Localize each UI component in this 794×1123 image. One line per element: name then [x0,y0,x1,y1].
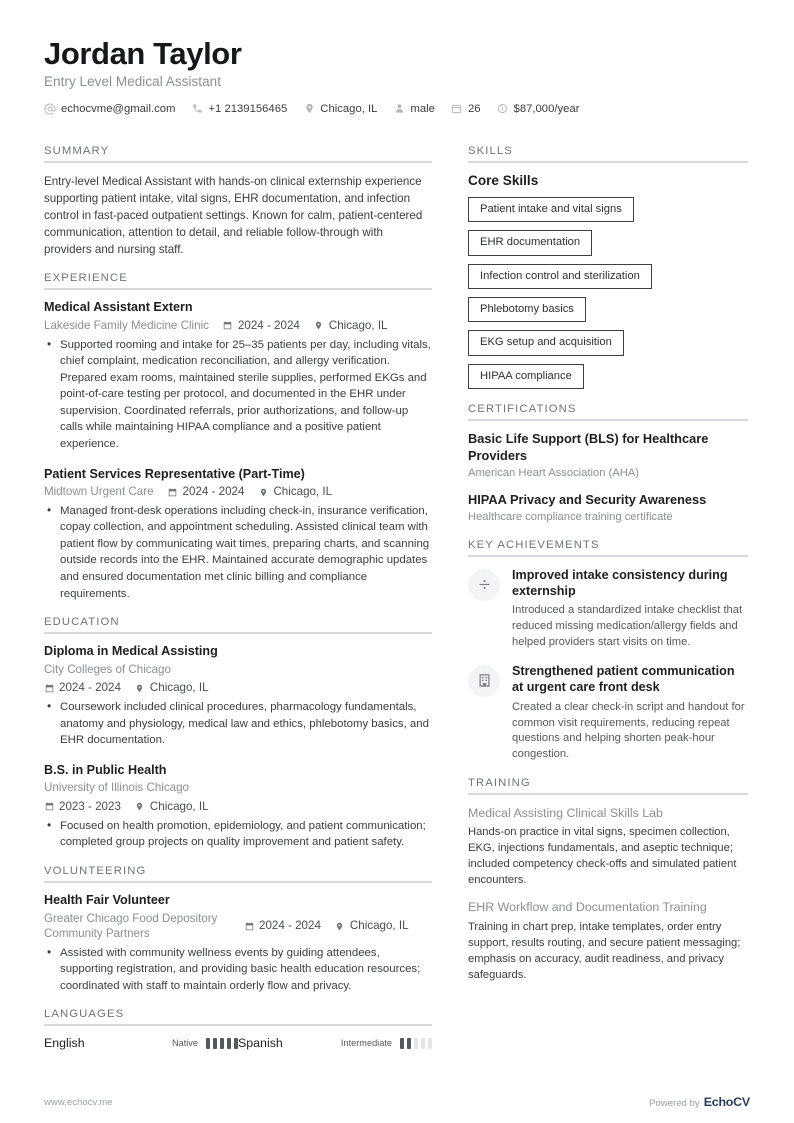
language-name: Spanish [238,1036,283,1051]
experience-role: Medical Assistant Extern [44,300,193,315]
section-divider [44,1024,432,1026]
section-title-volunteering: VOLUNTEERING [44,864,147,877]
skill-chip: Patient intake and vital signs [468,197,634,222]
language-level: Intermediate [340,1038,392,1049]
section-divider [44,161,432,163]
section-skills [468,145,748,390]
languages-row [44,1036,432,1050]
training-name: EHR Workflow and Documentation Training [468,900,707,915]
education-school-row [44,780,432,796]
experience-meta [44,318,432,334]
education-meta [44,680,432,696]
location-icon [335,921,345,932]
contact-gender-text: male [410,102,435,115]
footer-branding [649,1095,750,1109]
education-dates-text: 2024 - 2024 [59,681,121,695]
rating-bar [407,1038,411,1049]
section-experience [44,272,432,602]
volunteering-dates [244,918,321,934]
education-school-row [44,662,432,678]
resume-header [44,36,750,115]
volunteering-entry [44,893,432,995]
experience-dates [168,484,245,500]
education-dates [44,799,121,815]
rating-bar [421,1038,425,1049]
contact-phone-text: +1 2139156465 [208,102,288,115]
rating-bar [206,1038,210,1049]
section-title-skills: SKILLS [468,144,513,157]
contact-email-text: echocvme@gmail.com [61,102,176,115]
section-volunteering [44,865,432,995]
experience-location-text: Chicago, IL [328,319,388,333]
education-location [135,799,209,815]
experience-location [314,318,388,334]
education-bullets [44,699,432,749]
training-item [468,805,748,888]
volunteering-org: Greater Chicago Food Depository Community Partners [44,911,218,941]
education-degree: B.S. in Public Health [44,762,167,777]
section-title-experience: EXPERIENCE [44,272,128,285]
contact-age [451,103,481,115]
language-item-english [44,1036,238,1050]
language-item-spanish [238,1036,432,1050]
section-certifications [468,403,748,524]
contact-row [44,103,750,115]
calendar-icon [223,320,233,331]
at-icon [44,103,56,115]
calendar-icon [44,801,54,812]
section-title-achievements: KEY ACHIEVEMENTS [468,538,600,551]
experience-entry [44,467,432,603]
section-title-languages: LANGUAGES [44,1008,125,1021]
list-item: • Assisted with community wellness events by guiding attendees, supporting registration, and providing basic health education resources; coordinated with staff to maintain orderly flow and privacy. [58,945,432,995]
skill-chip: HIPAA compliance [468,364,584,389]
achievement-item [468,567,748,651]
hospital-building-icon [468,665,500,697]
experience-dates-text: 2024 - 2024 [237,319,300,333]
section-divider [468,419,748,421]
education-school: University of Illinois Chicago [44,781,189,795]
training-desc: Training in chart prep, intake templates, order entry support, results routing, and secure patient messaging; emphasis on accuracy, audit readiness, and privacy safeguards. [468,920,741,981]
calendar-icon [451,103,463,115]
footer-site-url[interactable]: www.echocv.me [44,1096,113,1108]
info-icon [497,103,509,115]
education-location-text: Chicago, IL [149,800,209,814]
experience-location-text: Chicago, IL [273,485,333,499]
certification-item [468,492,748,525]
experience-role: Patient Services Representative (Part-Time) [44,466,305,481]
certification-issuer: American Heart Association (AHA) [468,467,639,480]
experience-org: Midtown Urgent Care [44,485,154,499]
skill-chip: Infection control and sterilization [468,264,652,289]
experience-bullets [44,503,432,602]
experience-location [258,484,332,500]
language-rating [400,1038,432,1049]
location-icon [135,683,145,694]
achievement-desc: Created a clear check-in script and handout for common visit requirements, reducing repeat questions and helping shorten peak-hour congestion. [512,700,745,761]
rating-bar [220,1038,224,1049]
education-bullets [44,818,432,851]
contact-salary [497,103,580,115]
skills-chip-list [468,197,748,390]
experience-bullets [44,337,432,453]
section-divider [468,793,748,795]
location-icon [303,103,315,115]
skills-group-title: Core Skills [468,172,539,188]
section-title-summary: SUMMARY [44,144,110,157]
location-icon [135,801,145,812]
calendar-icon [244,921,254,932]
experience-dates-text: 2024 - 2024 [182,485,245,499]
section-divider [468,161,748,163]
list-item: • Coursework included clinical procedures, pharmacology fundamentals, anatomy and physiology, medical law and ethics, phlebotomy basics, and EHR documentation. [58,699,432,749]
location-icon [314,320,324,331]
footer-brand-name: EchoCV [703,1095,750,1109]
section-divider [468,555,748,557]
education-location [135,680,209,696]
education-degree: Diploma in Medical Assisting [44,644,218,659]
volunteering-location-text: Chicago, IL [349,919,409,933]
volunteering-bullets [44,945,432,995]
skill-chip: EKG setup and acquisition [468,330,624,355]
training-name: Medical Assisting Clinical Skills Lab [468,806,663,821]
language-name: English [44,1036,85,1051]
page-title: Jordan Taylor [44,36,242,71]
achievement-item [468,663,748,763]
contact-age-text: 26 [467,102,481,115]
person-icon [393,103,405,115]
calendar-icon [168,487,178,498]
section-summary [44,145,432,259]
section-achievements [468,539,748,764]
location-icon [258,487,268,498]
phone-icon [191,103,203,115]
rating-bar [428,1038,432,1049]
skill-chip: EHR documentation [468,230,592,255]
education-school: City Colleges of Chicago [44,662,171,676]
section-divider [44,632,432,634]
achievement-title: Strengthened patient communication at urgent care front desk [512,663,735,695]
volunteering-dates-text: 2024 - 2024 [259,919,321,933]
achievement-body [512,567,748,651]
experience-org: Lakeside Family Medicine Clinic [44,319,209,333]
language-rating [206,1038,238,1049]
page-footer [44,1095,750,1109]
education-entry [44,763,432,851]
section-title-certifications: CERTIFICATIONS [468,403,577,416]
contact-email[interactable] [44,103,175,115]
skill-chip: Phlebotomy basics [468,297,586,322]
section-languages [44,1008,432,1050]
achievement-body [512,663,748,763]
section-title-training: TRAINING [468,777,531,790]
section-training [468,777,748,982]
experience-dates [223,318,300,334]
education-entry [44,644,432,749]
volunteering-role: Health Fair Volunteer [44,892,170,907]
education-dates [44,680,121,696]
list-item: • Managed front-desk operations including check-in, insurance verification, copay collection, and appointment scheduling. Assisted clinical team with patient flow by communicating wait times, preparing charts, and scanning outside records into the EHR. Maintained accurate demographic updates and ensured documentation met clinic billing and compliance requirements. [58,503,432,602]
contact-location [303,103,377,115]
resume-body [44,131,750,1054]
rating-bar [213,1038,217,1049]
education-meta [44,799,432,815]
experience-meta [44,484,432,500]
volunteering-location [335,918,409,934]
training-desc: Hands-on practice in vital signs, specimen collection, EKG, injections fundamentals, and aseptic technique; included competency check-offs and simulated patient encounters. [468,826,737,887]
section-divider [44,288,432,290]
list-item: • Focused on health promotion, epidemiology, and patient communication; completed group projects on quality improvement and patient safety. [58,818,432,851]
contact-phone[interactable] [191,103,287,115]
education-location-text: Chicago, IL [149,681,209,695]
rating-bar [414,1038,418,1049]
section-title-education: EDUCATION [44,616,120,629]
experience-entry [44,300,432,452]
certification-name: HIPAA Privacy and Security Awareness [468,491,707,507]
contact-location-text: Chicago, IL [320,102,378,115]
contact-gender [393,103,435,115]
calendar-icon [44,683,54,694]
section-divider [44,881,432,883]
certification-item [468,431,748,480]
language-level: Native [171,1038,198,1049]
certification-name: Basic Life Support (BLS) for Healthcare Providers [468,431,709,463]
contact-salary-text: $87,000/year [513,102,580,115]
summary-text: Entry-level Medical Assistant with hands-on clinical externship experience supporting patient intake, vital signs, EHR documentation, and infection control in fast-paced outpatient settings. Known for calm, patient-centered communication, attention to detail, and reliable follow-through with providers and nursing staff. [44,174,423,257]
headline: Entry Level Medical Assistant [44,73,222,89]
volunteering-meta [44,911,432,942]
training-item [468,899,748,982]
achievement-title: Improved intake consistency during externship [512,567,728,598]
achievement-desc: Introduced a standardized intake checklist that reduced missing medication/allergy fields and helped providers start visits on time. [512,604,743,649]
right-column [468,131,748,994]
footer-powered-by-label: Powered by [649,1098,700,1109]
rating-bar [400,1038,404,1049]
education-dates-text: 2023 - 2023 [59,800,121,814]
division-icon [468,569,500,601]
rating-bar [227,1038,231,1049]
list-item: • Supported rooming and intake for 25–35 patients per day, including vitals, chief complaint, medication reconciliation, and allergy verification. Prepared exam rooms, maintained sterile supplies, performed EKGs and point-of-care testing per protocol, and documented in the EHR under supervision. Coordinated referrals, prior authorizations, and follow-up calls while maintaining HIPAA compliance and a positive patient experience. [58,337,432,453]
certification-issuer: Healthcare compliance training certificate [468,510,673,523]
section-education [44,616,432,851]
left-column [44,131,432,1054]
